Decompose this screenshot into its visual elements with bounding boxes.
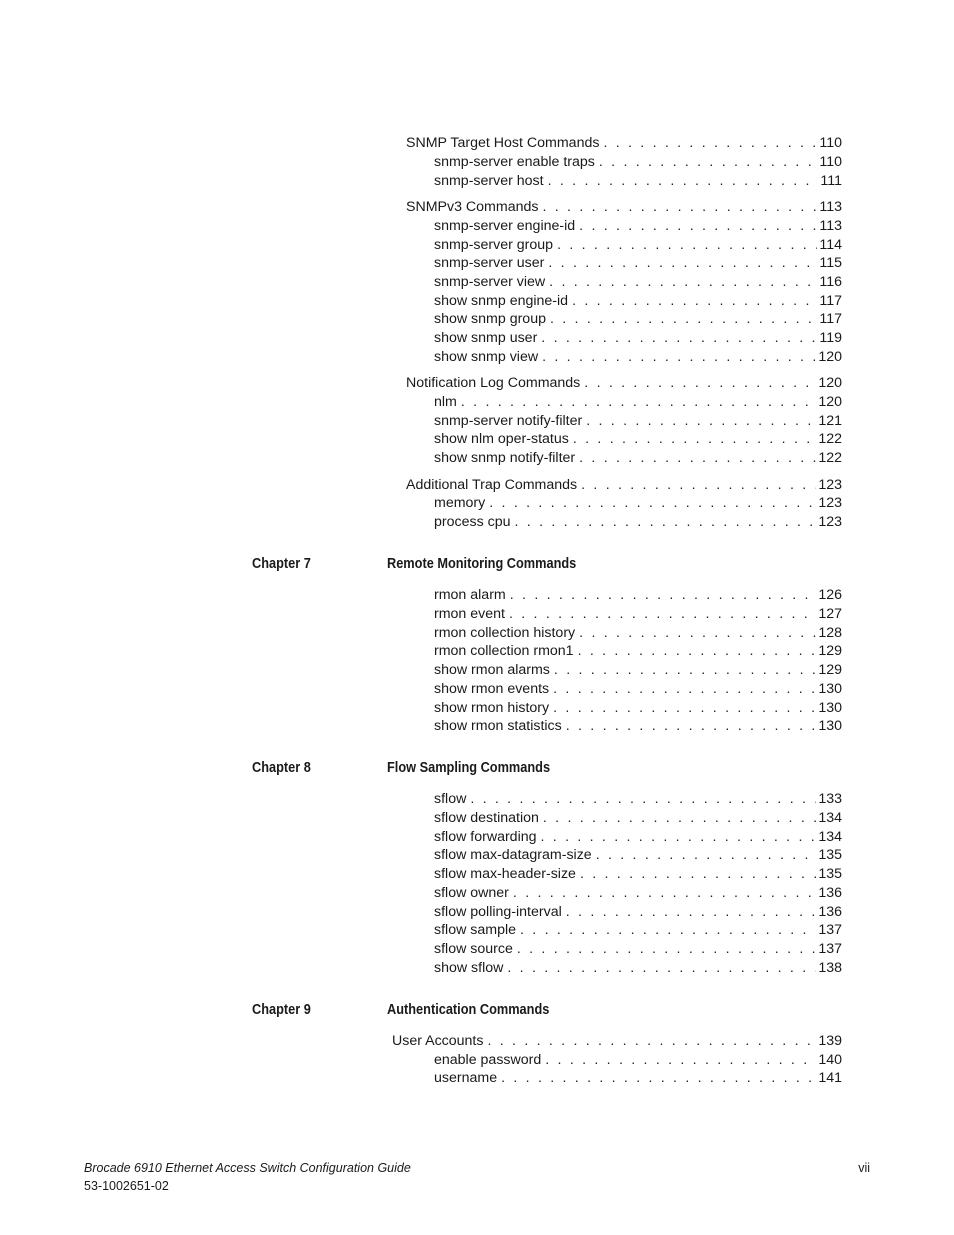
toc-page-number: 138 bbox=[818, 960, 842, 976]
toc-entry-label: nlm bbox=[434, 394, 457, 410]
leader-dots bbox=[596, 846, 817, 865]
toc-entry-label: sflow bbox=[434, 791, 467, 807]
leader-dots bbox=[586, 412, 816, 431]
toc-entry[interactable] bbox=[434, 172, 842, 191]
toc-page-number: 139 bbox=[818, 1033, 842, 1049]
toc-entry-notification-log[interactable] bbox=[406, 374, 842, 393]
toc-entry-label: snmp-server enable traps bbox=[434, 154, 595, 170]
leader-dots bbox=[501, 1069, 816, 1088]
toc-entry-label: snmp-server engine-id bbox=[434, 218, 576, 234]
leader-dots bbox=[461, 393, 816, 412]
leader-dots bbox=[548, 254, 817, 273]
toc-entry[interactable] bbox=[434, 412, 842, 431]
toc-page-number: 135 bbox=[818, 847, 842, 863]
toc-entry[interactable] bbox=[434, 940, 842, 959]
toc-entry-label: show snmp group bbox=[434, 311, 546, 327]
toc-entry-label: snmp-server host bbox=[434, 173, 544, 189]
toc-entry[interactable] bbox=[434, 642, 842, 661]
toc-entry-label: SNMP Target Host Commands bbox=[406, 135, 600, 151]
chapter-number: Chapter 7 bbox=[252, 556, 311, 572]
toc-entry-label: rmon event bbox=[434, 606, 505, 622]
leader-dots bbox=[470, 790, 816, 809]
toc-entry[interactable] bbox=[434, 513, 842, 532]
toc-page-number: 123 bbox=[818, 495, 842, 511]
toc-page-number: 133 bbox=[818, 791, 842, 807]
toc-entry[interactable] bbox=[434, 865, 842, 884]
leader-dots bbox=[566, 717, 817, 736]
leader-dots bbox=[584, 374, 816, 393]
toc-page-number: 113 bbox=[819, 199, 842, 215]
leader-dots bbox=[548, 172, 819, 191]
toc-entry[interactable] bbox=[434, 790, 842, 809]
toc-page-number: 120 bbox=[818, 394, 842, 410]
toc-entry[interactable] bbox=[434, 809, 842, 828]
leader-dots bbox=[553, 680, 816, 699]
toc-page-number: 127 bbox=[818, 606, 842, 622]
toc-entry-label: Notification Log Commands bbox=[406, 375, 581, 391]
toc-entry-label: show rmon statistics bbox=[434, 718, 562, 734]
leader-dots bbox=[580, 865, 816, 884]
toc-entry-label: rmon collection rmon1 bbox=[434, 643, 574, 659]
toc-page-number: 115 bbox=[819, 255, 842, 271]
toc-page-number: 123 bbox=[818, 477, 842, 493]
leader-dots bbox=[553, 699, 816, 718]
leader-dots bbox=[579, 449, 816, 468]
leader-dots bbox=[541, 329, 817, 348]
toc-entry[interactable] bbox=[434, 717, 842, 736]
toc-entry-label: show snmp notify-filter bbox=[434, 450, 576, 466]
toc-page-number: 140 bbox=[818, 1052, 842, 1068]
toc-entry-label: show rmon history bbox=[434, 700, 550, 716]
toc-page-number: 114 bbox=[819, 237, 842, 253]
toc-page-number: 122 bbox=[818, 450, 842, 466]
leader-dots bbox=[549, 273, 817, 292]
toc-entry-label: sflow sample bbox=[434, 922, 517, 938]
toc-entry-label: process cpu bbox=[434, 514, 511, 530]
leader-dots bbox=[509, 605, 816, 624]
toc-entry[interactable] bbox=[434, 310, 842, 329]
toc-entry-label: username bbox=[434, 1070, 498, 1086]
toc-page-number: 122 bbox=[818, 431, 842, 447]
toc-entry[interactable] bbox=[434, 393, 842, 412]
leader-dots bbox=[487, 1032, 816, 1051]
leader-dots bbox=[573, 430, 816, 449]
toc-entry-label: rmon collection history bbox=[434, 625, 576, 641]
toc-entry-label: sflow max-header-size bbox=[434, 866, 576, 882]
leader-dots bbox=[489, 494, 816, 513]
leader-dots bbox=[507, 959, 816, 978]
toc-entry[interactable] bbox=[434, 586, 842, 605]
leader-dots bbox=[517, 940, 816, 959]
leader-dots bbox=[550, 310, 817, 329]
toc-entry[interactable] bbox=[434, 273, 842, 292]
toc-entry-label: enable password bbox=[434, 1052, 542, 1068]
toc-page-number: 113 bbox=[819, 218, 842, 234]
leader-dots bbox=[515, 513, 817, 532]
toc-page-number: 110 bbox=[819, 154, 842, 170]
toc-entry[interactable] bbox=[434, 1069, 842, 1088]
toc-entry-user-accounts[interactable] bbox=[392, 1032, 842, 1051]
toc-entry-label: snmp-server user bbox=[434, 255, 545, 271]
toc-entry[interactable] bbox=[434, 329, 842, 348]
toc-page-number: 128 bbox=[818, 625, 842, 641]
toc-entry-label: snmp-server group bbox=[434, 237, 554, 253]
toc-entry-label: memory bbox=[434, 495, 486, 511]
toc-entry-label: show snmp view bbox=[434, 349, 539, 365]
toc-entry-label: rmon alarm bbox=[434, 587, 506, 603]
toc-entry[interactable] bbox=[434, 624, 842, 643]
toc-entry[interactable] bbox=[434, 449, 842, 468]
toc-entry-label: sflow polling-interval bbox=[434, 904, 562, 920]
toc-entry[interactable] bbox=[434, 494, 842, 513]
toc-page-number: 129 bbox=[818, 643, 842, 659]
toc-entry[interactable] bbox=[434, 605, 842, 624]
footer-doc-number: 53-1002651-02 bbox=[84, 1179, 169, 1193]
toc-entry[interactable] bbox=[434, 959, 842, 978]
toc-entry-label: snmp-server notify-filter bbox=[434, 413, 583, 429]
toc-page-number: 117 bbox=[819, 293, 842, 309]
toc-entry-label: show snmp user bbox=[434, 330, 538, 346]
toc-page-number: 119 bbox=[819, 330, 842, 346]
toc-page-number: 134 bbox=[818, 810, 842, 826]
toc-entry[interactable] bbox=[434, 292, 842, 311]
toc-page-number: 137 bbox=[818, 922, 842, 938]
toc-page-number: 117 bbox=[819, 311, 842, 327]
toc-entry-label: sflow destination bbox=[434, 810, 539, 826]
toc-entry-label: sflow owner bbox=[434, 885, 509, 901]
toc-entry-label: show rmon events bbox=[434, 681, 550, 697]
chapter-title[interactable]: Authentication Commands bbox=[387, 1002, 550, 1018]
toc-entry[interactable] bbox=[434, 236, 842, 255]
toc-entry-label: Additional Trap Commands bbox=[406, 477, 578, 493]
toc-entry-label: show nlm oper-status bbox=[434, 431, 569, 447]
toc-entry[interactable] bbox=[434, 846, 842, 865]
leader-dots bbox=[603, 134, 817, 153]
toc-entry-label: sflow forwarding bbox=[434, 829, 537, 845]
chapter-title[interactable]: Flow Sampling Commands bbox=[387, 760, 551, 776]
toc-entry-label: show sflow bbox=[434, 960, 504, 976]
leader-dots bbox=[520, 921, 816, 940]
toc-page-number: 130 bbox=[818, 718, 842, 734]
toc-entry-additional-trap[interactable] bbox=[406, 476, 842, 495]
toc-page-number: 136 bbox=[818, 885, 842, 901]
toc-page-number: 129 bbox=[818, 662, 842, 678]
toc-entry[interactable] bbox=[434, 661, 842, 680]
leader-dots bbox=[557, 236, 817, 255]
leader-dots bbox=[542, 198, 817, 217]
chapter-title[interactable]: Remote Monitoring Commands bbox=[387, 556, 577, 572]
toc-page-number: 135 bbox=[818, 866, 842, 882]
toc-page-number: 111 bbox=[820, 173, 842, 189]
toc-entry-label: show snmp engine-id bbox=[434, 293, 569, 309]
toc-page-number: 110 bbox=[819, 135, 842, 151]
leader-dots bbox=[554, 661, 816, 680]
toc-page-number: 134 bbox=[818, 829, 842, 845]
toc-entry-label: User Accounts bbox=[392, 1033, 484, 1049]
leader-dots bbox=[513, 884, 816, 903]
toc-entry[interactable] bbox=[434, 254, 842, 273]
chapter-number: Chapter 8 bbox=[252, 760, 311, 776]
toc-page-number: 120 bbox=[818, 375, 842, 391]
toc-entry-snmpv3[interactable] bbox=[406, 198, 842, 217]
leader-dots bbox=[599, 153, 818, 172]
toc-entry[interactable] bbox=[434, 828, 842, 847]
leader-dots bbox=[566, 903, 817, 922]
leader-dots bbox=[578, 642, 817, 661]
leader-dots bbox=[545, 1051, 816, 1070]
toc-entry[interactable] bbox=[434, 348, 842, 367]
toc-entry[interactable] bbox=[434, 217, 842, 236]
footer-page-number: vii bbox=[858, 1161, 870, 1175]
toc-page-number: 120 bbox=[818, 349, 842, 365]
toc-page-number: 121 bbox=[818, 413, 842, 429]
toc-entry-snmp-target-host[interactable] bbox=[406, 134, 842, 153]
leader-dots bbox=[542, 348, 816, 367]
toc-page-number: 130 bbox=[818, 700, 842, 716]
leader-dots bbox=[579, 624, 816, 643]
toc-entry-label: sflow source bbox=[434, 941, 513, 957]
leader-dots bbox=[510, 586, 817, 605]
toc-page-number: 137 bbox=[818, 941, 842, 957]
toc-entry[interactable] bbox=[434, 921, 842, 940]
chapter-number: Chapter 9 bbox=[252, 1002, 311, 1018]
leader-dots bbox=[543, 809, 816, 828]
toc-entry-label: show rmon alarms bbox=[434, 662, 550, 678]
footer-title: Brocade 6910 Ethernet Access Switch Configuration Guide bbox=[84, 1161, 411, 1175]
toc-page-number: 116 bbox=[819, 274, 842, 290]
toc-page-number: 141 bbox=[818, 1070, 842, 1086]
toc-page-number: 130 bbox=[818, 681, 842, 697]
leader-dots bbox=[579, 217, 817, 236]
leader-dots bbox=[572, 292, 817, 311]
toc-entry-label: snmp-server view bbox=[434, 274, 546, 290]
toc-entry[interactable] bbox=[434, 430, 842, 449]
leader-dots bbox=[541, 828, 817, 847]
toc-entry[interactable] bbox=[434, 884, 842, 903]
toc-page-number: 123 bbox=[818, 514, 842, 530]
toc-entry[interactable] bbox=[434, 1051, 842, 1070]
toc-page-number: 136 bbox=[818, 904, 842, 920]
toc-page-number: 126 bbox=[818, 587, 842, 603]
leader-dots bbox=[581, 476, 816, 495]
toc-entry[interactable] bbox=[434, 699, 842, 718]
toc-entry[interactable] bbox=[434, 680, 842, 699]
toc-entry-label: sflow max-datagram-size bbox=[434, 847, 592, 863]
toc-entry-label: SNMPv3 Commands bbox=[406, 199, 539, 215]
toc-entry[interactable] bbox=[434, 153, 842, 172]
toc-entry[interactable] bbox=[434, 903, 842, 922]
